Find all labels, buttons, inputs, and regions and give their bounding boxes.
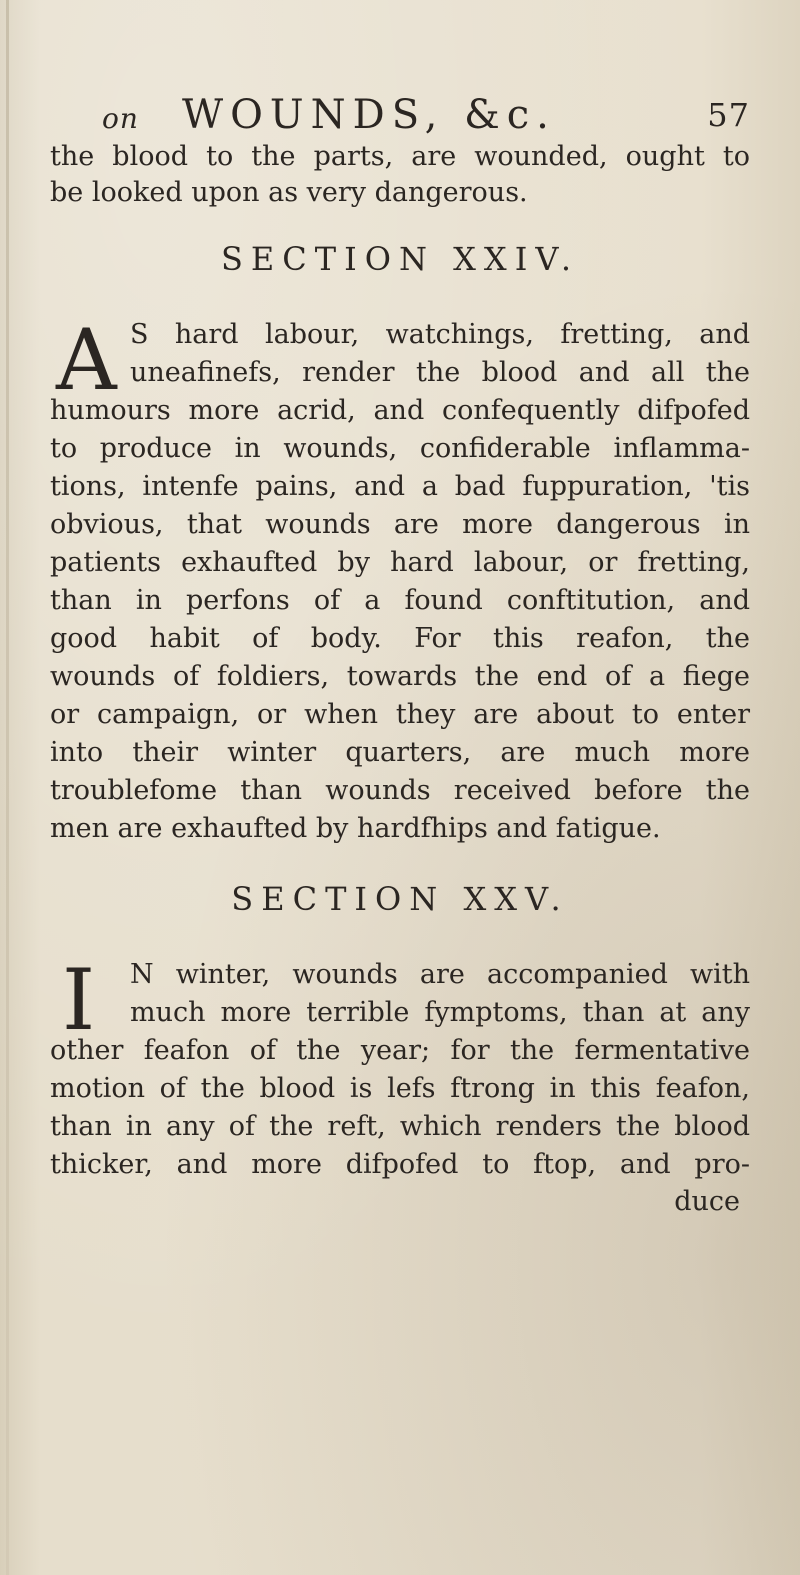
page-number: 57 bbox=[707, 96, 750, 134]
section-25-line-2: much more terrible fymptoms, than at any bbox=[130, 997, 750, 1028]
section-24-line-6: obvious, that wounds are more dangerous in bbox=[50, 509, 750, 540]
section-24-line-2: uneafinefs, render the blood and all the bbox=[130, 357, 750, 388]
section-25-line-1: N winter, wounds are accompanied with bbox=[130, 959, 750, 990]
running-head-title: WOUNDS, &c. bbox=[182, 92, 556, 138]
section-24-line-4: to produce in wounds, confiderable inflamma- bbox=[50, 433, 750, 464]
catchword: duce bbox=[674, 1186, 740, 1217]
intro-line-2: be looked upon as very dangerous. bbox=[50, 177, 528, 208]
section-24-line-12: into their winter quarters, are much more bbox=[50, 737, 750, 768]
section-25-line-5: than in any of the reft, which renders the blood bbox=[50, 1111, 750, 1142]
intro-line-1: the blood to the parts, are wounded, ought to bbox=[50, 141, 750, 172]
section-24-line-5: tions, intenfe pains, and a bad fuppuration, 'tis bbox=[50, 471, 750, 502]
page-gutter bbox=[6, 0, 9, 1575]
section-24-line-1: S hard labour, watchings, fretting, and bbox=[130, 319, 750, 350]
section-24-line-8: than in perfons of a found conftitution, and bbox=[50, 585, 750, 616]
section-25-line-3: other feafon of the year; for the fermentative bbox=[50, 1035, 750, 1066]
section-25-heading: SECTION XXV. bbox=[231, 880, 569, 918]
running-head bbox=[30, 92, 770, 144]
section-24-dropcap: A bbox=[56, 311, 117, 409]
section-25-dropcap: I bbox=[62, 951, 96, 1049]
section-24-line-9: good habit of body. For this reafon, the bbox=[50, 623, 750, 654]
section-24-line-13: troublefome than wounds received before the bbox=[50, 775, 750, 806]
section-24-line-7: patients exhaufted by hard labour, or fretting, bbox=[50, 547, 750, 578]
section-24-line-10: wounds of foldiers, towards the end of a fiege bbox=[50, 661, 750, 692]
section-24-heading: SECTION XXIV. bbox=[220, 240, 580, 278]
section-24-line-14: men are exhaufted by hardfhips and fatigue. bbox=[50, 813, 661, 844]
section-25-line-4: motion of the blood is lefs ftrong in this feafon, bbox=[50, 1073, 750, 1104]
section-24-line-3: humours more acrid, and confequently difpofed bbox=[50, 395, 750, 426]
running-head-prefix: on bbox=[102, 102, 139, 135]
section-24-line-11: or campaign, or when they are about to enter bbox=[50, 699, 750, 730]
section-25-line-6: thicker, and more difpofed to ftop, and pro- bbox=[50, 1149, 750, 1180]
